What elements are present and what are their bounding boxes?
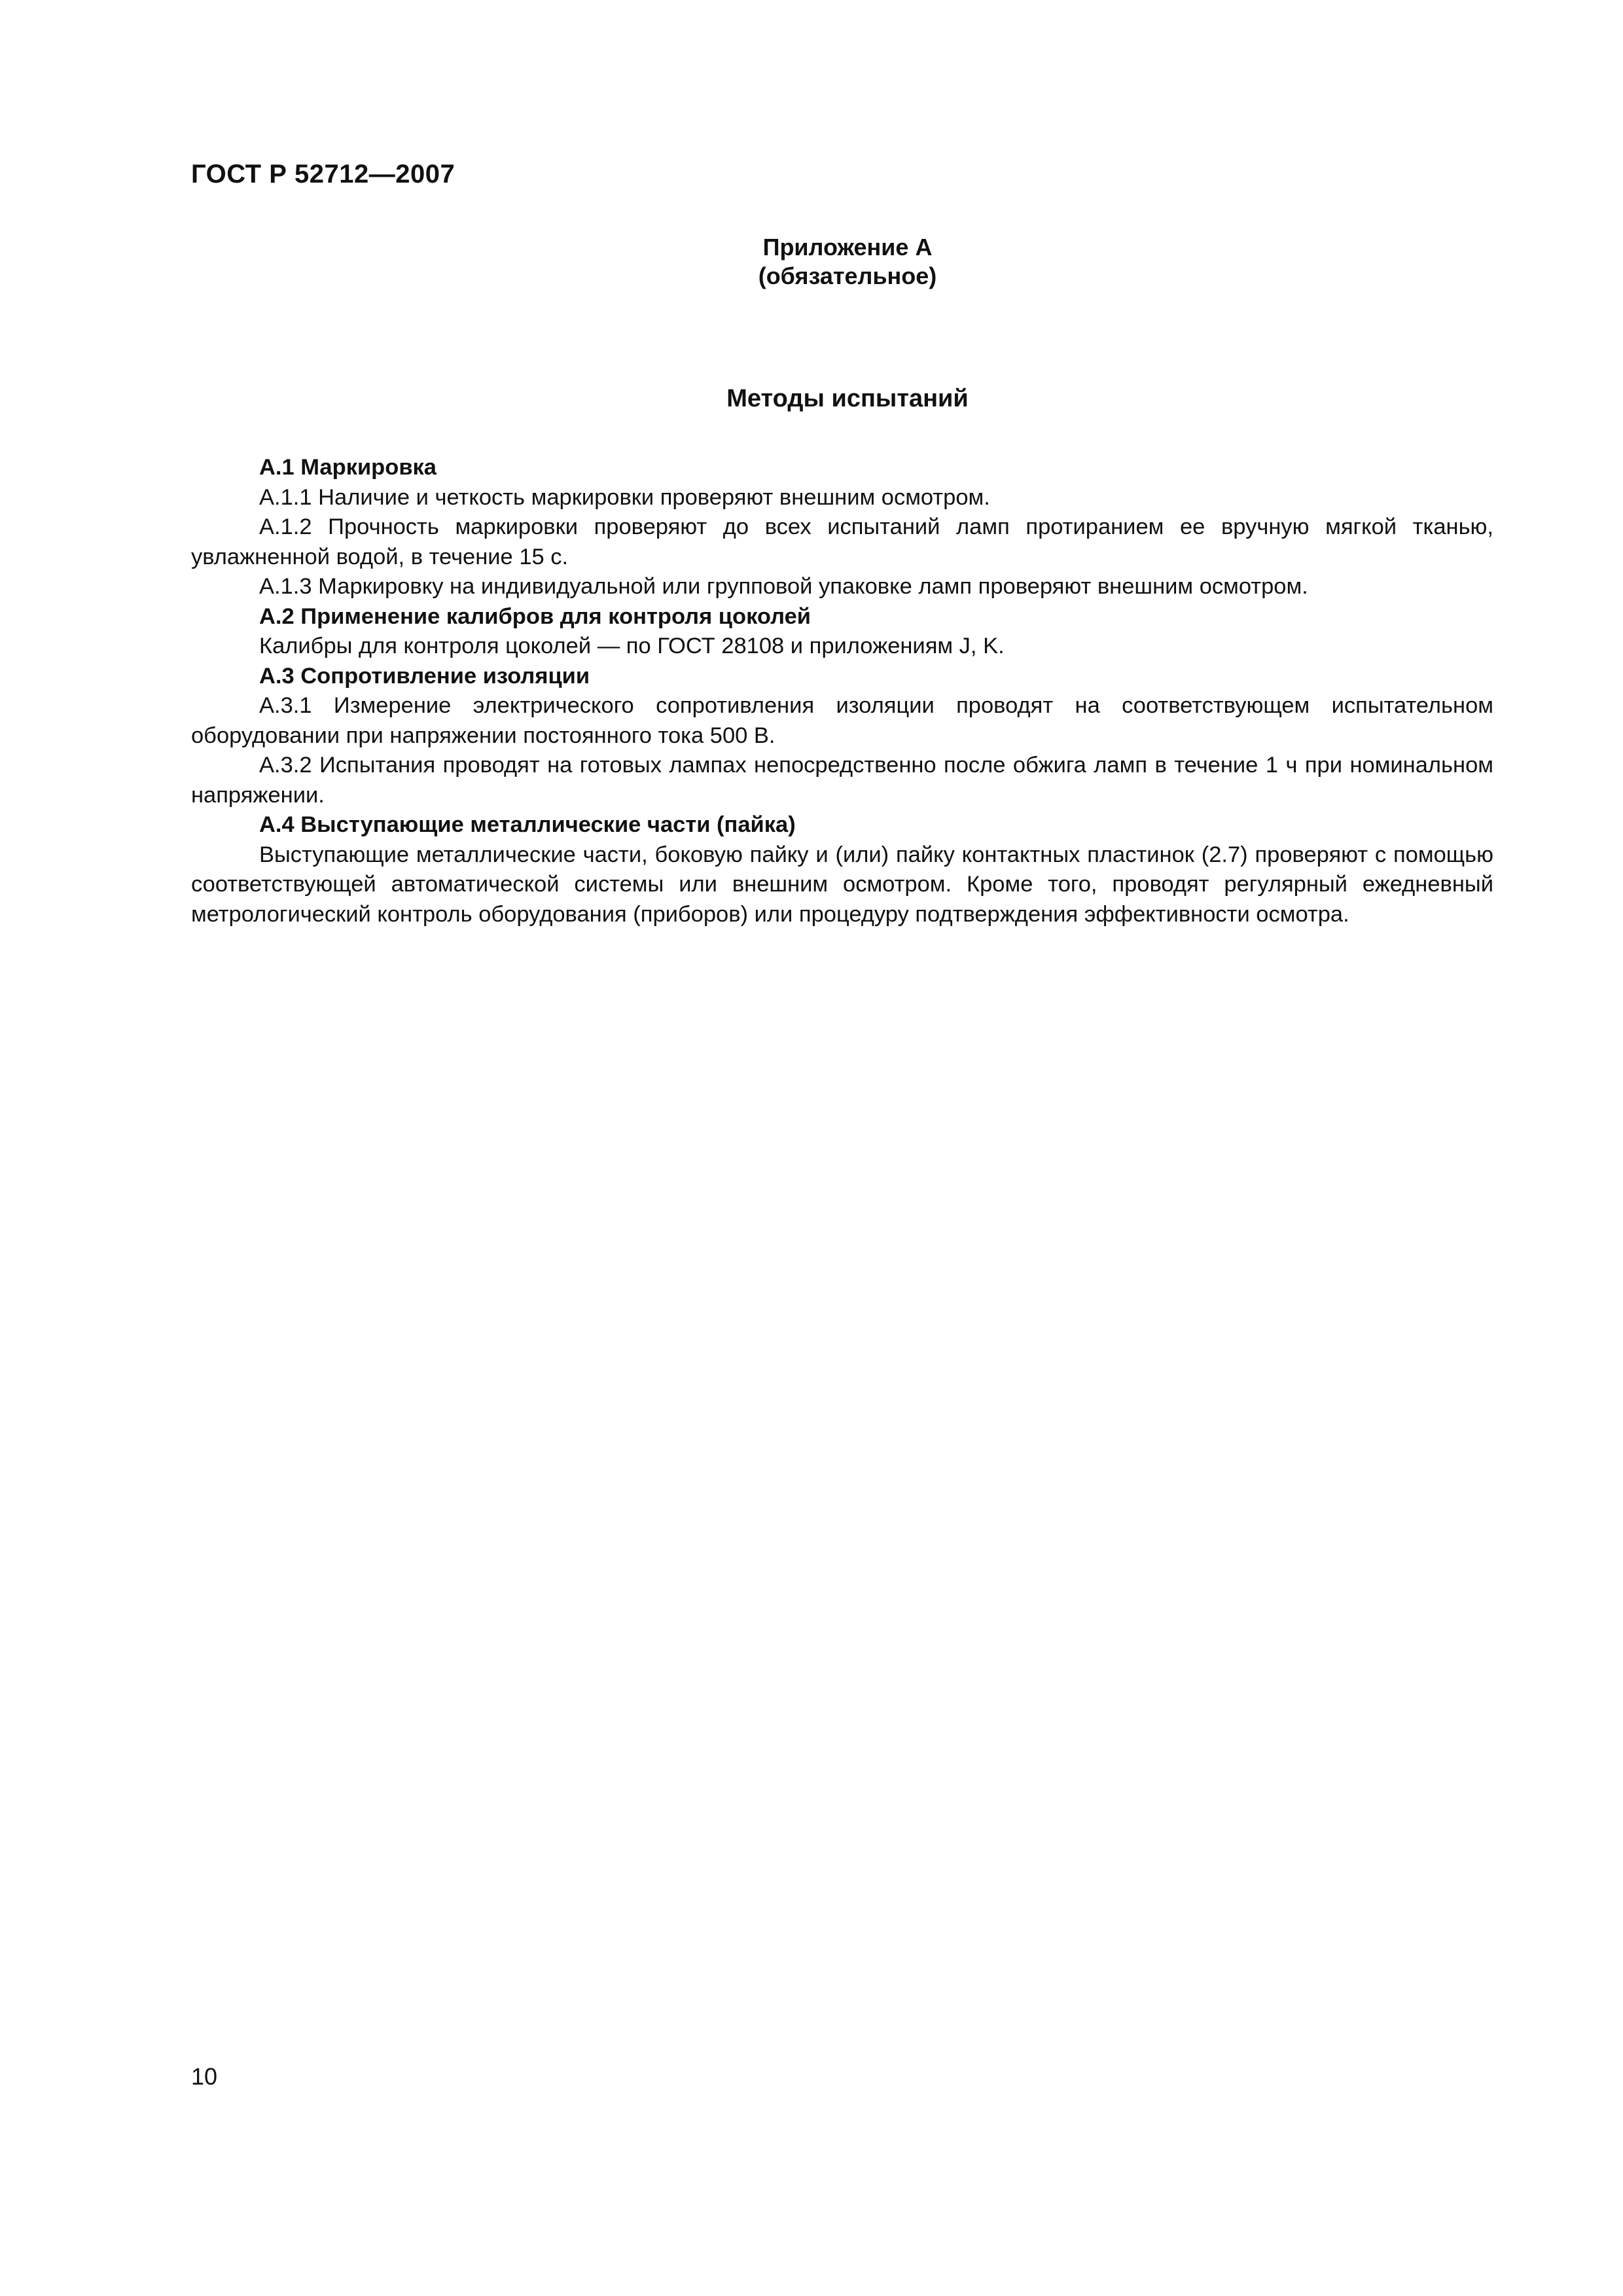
heading-a2: А.2 Применение калибров для контроля цоколей: [259, 603, 811, 629]
paragraph-a1-3: А.1.3 Маркировку на индивидуальной или групповой упаковке ламп проверяют внешним осмотром.: [259, 574, 1308, 599]
body-text: [191, 453, 1493, 929]
annex-title: Приложение А: [762, 234, 933, 260]
page-number: 10: [191, 2063, 218, 2090]
paragraph-a1-1: А.1.1 Наличие и четкость маркировки проверяют внешним осмотром.: [259, 484, 990, 510]
paragraph-a3-1: А.3.1 Измерение электрического сопротивления изоляции проводят на соответствующем испытательном оборудовании при напряжении постоянного тока 500 В.: [191, 693, 1493, 748]
paragraph-a3-2: А.3.2 Испытания проводят на готовых лампах непосредственно после обжига ламп в течение 1 ч при номинальном напряжении.: [191, 753, 1493, 808]
paragraph-a1-2: А.1.2 Прочность маркировки проверяют до всех испытаний ламп протиранием ее вручную мягкой тканью, увлажненной водой, в течение 15 с.: [191, 514, 1493, 569]
paragraph-a2: Калибры для контроля цоколей — по ГОСТ 28108 и приложениям J, K.: [259, 634, 1005, 658]
paragraph-a4: Выступающие металлические части, боковую пайку и (или) пайку контактных пластинок (2.7) проверяют с помощью соответствующей автоматической системы или внешним осмотром. Кроме того, проводят регулярный ежедневный метрологический контроль оборудования (приборов) или процедуру подтверждения эффективности осмотра.: [191, 842, 1493, 927]
heading-a4: А.4 Выступающие металлические части (пайка): [259, 812, 796, 837]
annex-status: (обязательное): [758, 262, 937, 289]
heading-a1: А.1 Маркировка: [259, 455, 437, 480]
document-code: ГОСТ Р 52712—2007: [191, 160, 455, 188]
heading-a3: А.3 Сопротивление изоляции: [259, 663, 590, 689]
section-title: Методы испытаний: [726, 385, 969, 412]
